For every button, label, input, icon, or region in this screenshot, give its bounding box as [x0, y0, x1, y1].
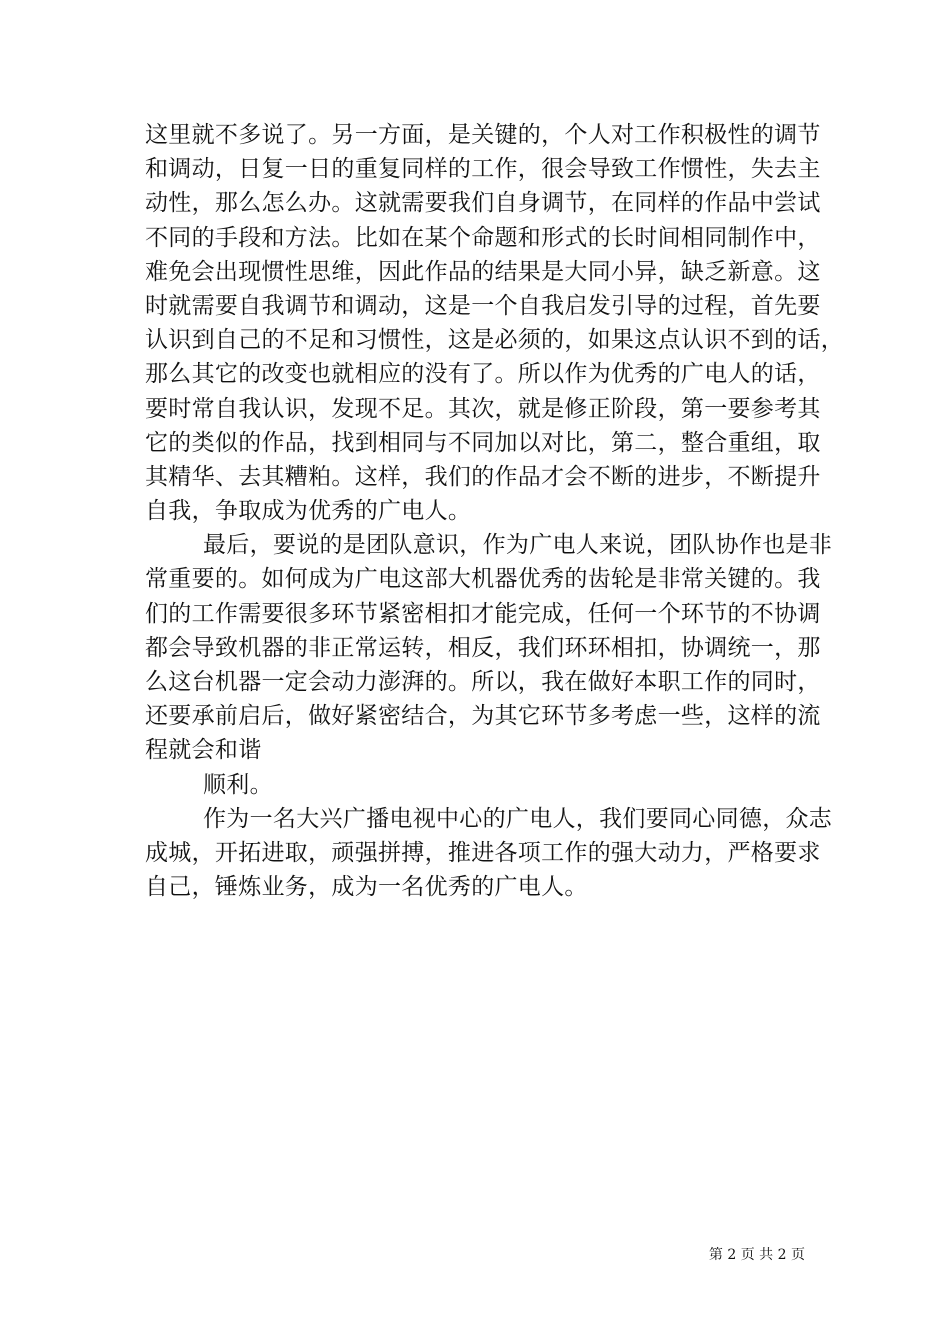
text-line: 要时常自我认识，发现不足。其次，就是修正阶段，第一要参考其	[145, 395, 821, 422]
text-line: 最后，要说的是团队意识，作为广电人来说，团队协作也是非	[203, 532, 833, 559]
text-line: 认识到自己的不足和习惯性，这是必须的，如果这点认识不到的话，	[145, 327, 844, 354]
text-line: 还要承前启后，做好紧密结合，为其它环节多考虑一些，这样的流	[145, 703, 821, 730]
text-line: 它的类似的作品，找到相同与不同加以对比，第二，整合重组，取	[145, 429, 821, 456]
text-line: 和调动，日复一日的重复同样的工作，很会导致工作惯性，失去主	[145, 156, 821, 183]
text-line: 作为一名大兴广播电视中心的广电人，我们要同心同德，众志	[203, 805, 833, 832]
text-line: 都会导致机器的非正常运转，相反，我们环环相扣，协调统一，那	[145, 634, 821, 661]
text-line: 自我，争取成为优秀的广电人。	[145, 498, 472, 525]
text-line: 常重要的。如何成为广电这部大机器优秀的齿轮是非常关键的。我	[145, 566, 821, 593]
text-line: 那么其它的改变也就相应的没有了。所以作为优秀的广电人的话，	[145, 361, 821, 388]
text-line: 这里就不多说了。另一方面，是关键的，个人对工作积极性的调节	[145, 122, 821, 148]
text-line: 时就需要自我调节和调动，这是一个自我启发引导的过程，首先要	[145, 292, 821, 319]
text-line: 动性，那么怎么办。这就需要我们自身调节，在同样的作品中尝试	[145, 190, 821, 217]
text-line: 自己，锤炼业务，成为一名优秀的广电人。	[145, 874, 588, 901]
text-line: 成城，开拓进取，顽强拼搏，推进各项工作的强大动力，严格要求	[145, 839, 821, 866]
text-line: 难免会出现惯性思维，因此作品的结果是大同小异，缺乏新意。这	[145, 258, 821, 285]
page-number: 第 2 页 共 2 页	[708, 1247, 805, 1263]
text-line: 其精华、去其糟粕。这样，我们的作品才会不断的进步，不断提升	[145, 463, 821, 490]
text-line: 么这台机器一定会动力澎湃的。所以，我在做好本职工作的同时，	[145, 669, 821, 695]
text-line: 顺利。	[203, 771, 273, 798]
document-body	[145, 118, 844, 904]
text-line: 们的工作需要很多环节紧密相扣才能完成，任何一个环节的不协调	[145, 600, 821, 627]
text-line: 程就会和谐	[145, 737, 262, 764]
text-line: 不同的手段和方法。比如在某个命题和形式的长时间相同制作中，	[145, 224, 821, 251]
